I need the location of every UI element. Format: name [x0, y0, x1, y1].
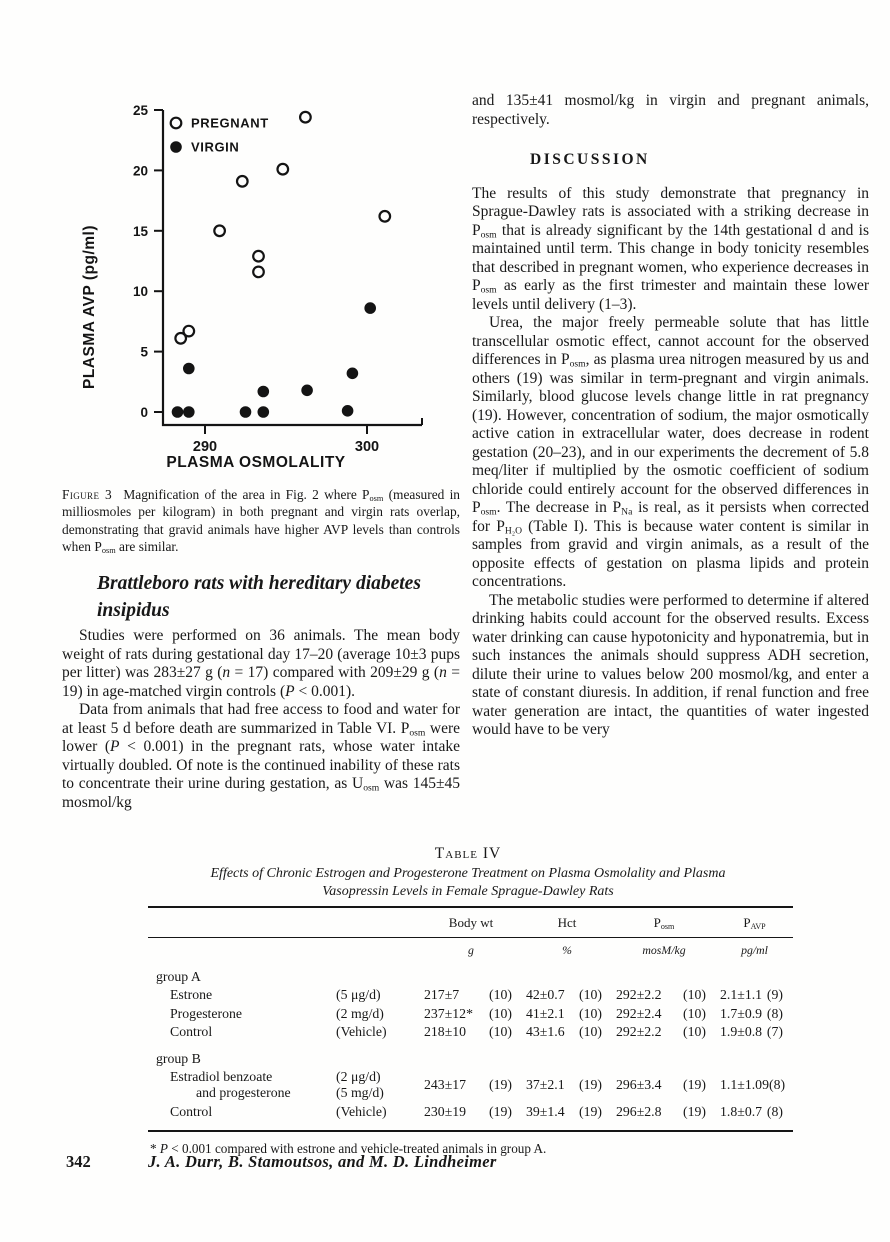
table-header-row [148, 908, 793, 938]
unit-label: pg/ml [741, 943, 768, 957]
cell-n: (19) [579, 1103, 602, 1119]
table-group-label: group B [156, 1050, 201, 1066]
cell-value: 218±10 [424, 1024, 467, 1040]
dose: (2 μg/d) (5 mg/d) [336, 1068, 384, 1100]
cell-n: (10) [683, 1024, 706, 1040]
pregnant-data-point [278, 164, 289, 175]
cell-n: (19) [489, 1103, 512, 1119]
treatment-name: Estrone [170, 987, 213, 1002]
virgin-data-point [347, 368, 358, 379]
cell-value: 1.8±0.7 [720, 1103, 763, 1119]
y-tick-label: 5 [140, 344, 148, 360]
table-cell [420, 1024, 522, 1040]
table-cell [612, 987, 716, 1003]
virgin-data-point [240, 407, 251, 418]
figure-caption [62, 486, 460, 555]
cell-n: (19) [579, 1077, 602, 1092]
paragraph-continuation: and 135±41 mosmol/kg in virgin and pregnant animals, respectively. [472, 92, 869, 128]
cell-n: (10) [579, 987, 602, 1003]
table-cell [716, 1077, 793, 1093]
cell-value: 237±12* [424, 1005, 473, 1021]
unit-label: g [468, 943, 474, 957]
unit-label: mosM/kg [642, 943, 686, 957]
x-tick-label: 300 [354, 439, 380, 455]
virgin-data-point [258, 386, 269, 397]
cell-value: 39±1.4 [526, 1103, 565, 1119]
cell-n: (7) [766, 1024, 783, 1040]
column-header: Body wt [448, 915, 494, 930]
figure3-scatter-plot [60, 95, 460, 483]
table-cell [716, 1024, 793, 1040]
section-heading-brattleboro: Brattleboro rats with hereditary diabetes insipidus [97, 573, 421, 621]
cell-n: (19) [683, 1103, 706, 1119]
y-tick-label: 10 [132, 284, 148, 300]
table-cell [716, 1104, 793, 1120]
cell-n: (8) [766, 1005, 783, 1021]
left-column-text [62, 627, 460, 812]
cell-value: 2.1±1.1 [720, 987, 763, 1003]
cell-value: 1.1±1.09 [720, 1077, 769, 1092]
y-tick-label: 0 [140, 405, 148, 420]
pregnant-data-point [300, 112, 311, 123]
cell-n: (10) [489, 1005, 512, 1021]
treatment-name: Control [170, 1103, 213, 1119]
discussion-heading: DISCUSSION [530, 151, 650, 168]
virgin-data-point [302, 385, 313, 396]
virgin-data-point [184, 407, 195, 418]
table-cell [420, 1104, 522, 1120]
table-iv [125, 845, 811, 1157]
y-tick-label: 15 [132, 223, 148, 239]
treatment-name: Progesterone [170, 1005, 243, 1021]
cell-n: (19) [489, 1077, 512, 1092]
virgin-data-point [184, 363, 195, 374]
cell-value: 292±2.4 [616, 1005, 662, 1021]
cell-n: (10) [489, 1024, 512, 1040]
legend-marker [171, 118, 182, 129]
virgin-data-point [258, 407, 269, 418]
dose: (5 μg/d) [336, 987, 381, 1002]
pregnant-data-point [184, 326, 195, 337]
cell-value: 217±7 [424, 987, 460, 1003]
table-row [148, 1068, 793, 1103]
figure-caption-text: Magnification of the area in Fig. 2 where $P_{osm}$ (measured in milliosmoles per kilogram) in both pregnant and virgin rats overlap, demonstrating that gravid animals have higher AVP levels than controls when $P_{osm}$ are similar. [62, 487, 460, 555]
cell-value: 41±2.1 [526, 1005, 565, 1021]
table-cell [612, 1104, 716, 1120]
paragraph: Urea, the major freely permeable solute that has little transcellular osmotic effect, cannot account for the observed differences in $P_{osm}$, as plasma urea nitrogen measured by us and others (19) was similar in term-pregnant and virgin animals. Similarly, blood glucose levels change little in rat pregnancy (19). However, concentration of sodium, the major osmotically active cation in extracellular water, does decrease in rodent gestation (20–23), and in our experiments the decrement of 5.8 meq/liter if multiplied by the osmotic coefficient of sodium chloride could entirely account for the observed differences in $P_{osm}$. The decrease in $P_{Na}$ is real, as it persists when corrected for $P_{H_2O}$ (Table I). This is because water content is similar in samples from gravid and virgin animals, as a result of the opposite effects of gestation on plasma lipids and protein concentrations. [472, 314, 869, 590]
table-cell [420, 987, 522, 1003]
table-cell [420, 1077, 522, 1093]
table-row [148, 1005, 793, 1024]
pregnant-data-point [214, 226, 225, 237]
table-cell [716, 1006, 793, 1022]
paragraph: Data from animals that had free access to food and water for at least 5 d before death are summarized in Table VI. $P_{osm}$ were lower (P < 0.001) in the pregnant rats, whose water intake virtually doubled. Of note is the continued inability of these rats to concentrate their urine during gestation, as $U_{osm}$ was 145±45 mosmol/kg [62, 701, 460, 811]
cell-value: 1.7±0.9 [720, 1005, 763, 1021]
cell-value: 1.9±0.8 [720, 1024, 763, 1040]
cell-value: 43±1.6 [526, 1024, 565, 1040]
column-header: Hct [557, 915, 577, 930]
cell-value: 292±2.2 [616, 987, 662, 1003]
table-row [148, 986, 793, 1005]
cell-n: (10) [683, 987, 706, 1003]
data-points [172, 112, 390, 417]
legend-label: PREGNANT [191, 115, 269, 131]
table-body [148, 960, 793, 1121]
table-cell [522, 1024, 612, 1040]
cell-value: 37±2.1 [526, 1077, 565, 1092]
treatment-name: Estradiol benzoate and progesterone [170, 1068, 291, 1100]
cell-n: (10) [579, 1024, 602, 1040]
cell-n: (10) [579, 1005, 602, 1021]
right-column-text [472, 92, 869, 740]
table-cell [420, 1006, 522, 1022]
y-tick-label: 25 [132, 103, 148, 118]
legend-marker [171, 142, 182, 153]
plasma-avp-vs-osmolality-chart [60, 95, 460, 483]
table-cell [612, 1077, 716, 1093]
cell-value: 296±3.4 [616, 1077, 662, 1092]
x-tick-label: 290 [192, 439, 218, 455]
cell-n: (19) [683, 1077, 706, 1092]
table-grid [148, 906, 793, 1132]
table-row [148, 1103, 793, 1122]
cell-n: (9) [766, 987, 783, 1003]
table-cell [716, 987, 793, 1003]
x-axis-ticks [193, 418, 422, 455]
table-cell [612, 1006, 716, 1022]
figure-label: Figure 3 [62, 487, 113, 502]
column-header: $P_{AVP}$ [743, 915, 766, 931]
pregnant-data-point [237, 176, 248, 187]
cell-value: 292±2.2 [616, 1024, 662, 1040]
cell-value: 42±0.7 [526, 987, 565, 1003]
dose: (Vehicle) [336, 1024, 387, 1039]
pregnant-data-point [253, 251, 264, 262]
axes [163, 110, 422, 425]
paragraph: The results of this study demonstrate that pregnancy in Sprague-Dawley rats is associated with a striking decrease in $P_{osm}$ that is already significant by the 14th gestational d and is maintained until term. This change in body tonicity resembles that described in pregnant women, who experience decreases in $P_{osm}$ as early as the first trimester and maintain these lower levels until delivery (1–3). [472, 184, 869, 313]
page-footer [66, 1152, 497, 1172]
table-group-label: group A [156, 969, 201, 984]
virgin-data-point [172, 407, 183, 418]
cell-value: 296±2.8 [616, 1103, 662, 1119]
cell-value: 230±19 [424, 1103, 467, 1119]
dose: (Vehicle) [336, 1103, 387, 1119]
virgin-data-point [365, 303, 376, 314]
table-cell [522, 1104, 612, 1120]
virgin-data-point [342, 406, 353, 417]
unit-label: % [562, 943, 572, 957]
table-cell [612, 1024, 716, 1040]
cell-n: (8) [766, 1103, 783, 1119]
table-cell [522, 987, 612, 1003]
table-cell [522, 1077, 612, 1093]
pregnant-data-point [380, 211, 391, 222]
column-header: $P_{osm}$ [653, 915, 675, 931]
treatment-name: Control [170, 1024, 213, 1039]
legend-label: VIRGIN [191, 139, 240, 155]
dose: (2 mg/d) [336, 1005, 384, 1021]
y-axis-label: PLASMA AVP (pg/ml) [81, 225, 98, 389]
table-cell [522, 1006, 612, 1022]
chart-legend [171, 116, 269, 155]
paragraph: Studies were performed on 36 animals. The mean body weight of rats during gestational day 17–20 (average 10±3 pups per litter) was 283±27 g (n = 17) compared with 209±29 g (n = 19) in age-matched virgin controls (P < 0.001). [62, 627, 460, 700]
page-number: 342 [66, 1152, 91, 1171]
cell-value: 243±17 [424, 1077, 467, 1092]
y-tick-label: 20 [132, 163, 148, 179]
table-units-row [148, 938, 793, 960]
cell-n: (10) [489, 987, 512, 1003]
pregnant-data-point [253, 267, 264, 278]
table-label: Table IV [434, 845, 502, 862]
paragraph: The metabolic studies were performed to determine if altered drinking habits could account for the observed results. Excess water drinking can cause hypotonicity and hyponatremia, but in such instances the animals should suppress ADH secretion, dilute their urine to values below 200 mosmol/kg, and enter a state of constant diuresis. In addition, if renal function and free water generation are intact, the quantities of water ingested would have to be very [472, 591, 869, 738]
table-row [148, 1023, 793, 1042]
y-axis-ticks [133, 103, 163, 420]
table-footnote: * P < 0.001 compared with estrone and vehicle-treated animals in group A. [150, 1141, 547, 1156]
cell-n: (10) [683, 1005, 706, 1021]
table-subtitle: Effects of Chronic Estrogen and Progesterone Treatment on Plasma Osmolality and Plasma Vasopressin Levels in Female Sprague-Dawley Rats [210, 866, 726, 899]
running-authors: J. A. Durr, B. Stamoutsos, and M. D. Lindheimer [148, 1152, 497, 1171]
x-axis-label: PLASMA OSMOLALITY [166, 454, 346, 471]
cell-n: (8) [768, 1077, 786, 1092]
